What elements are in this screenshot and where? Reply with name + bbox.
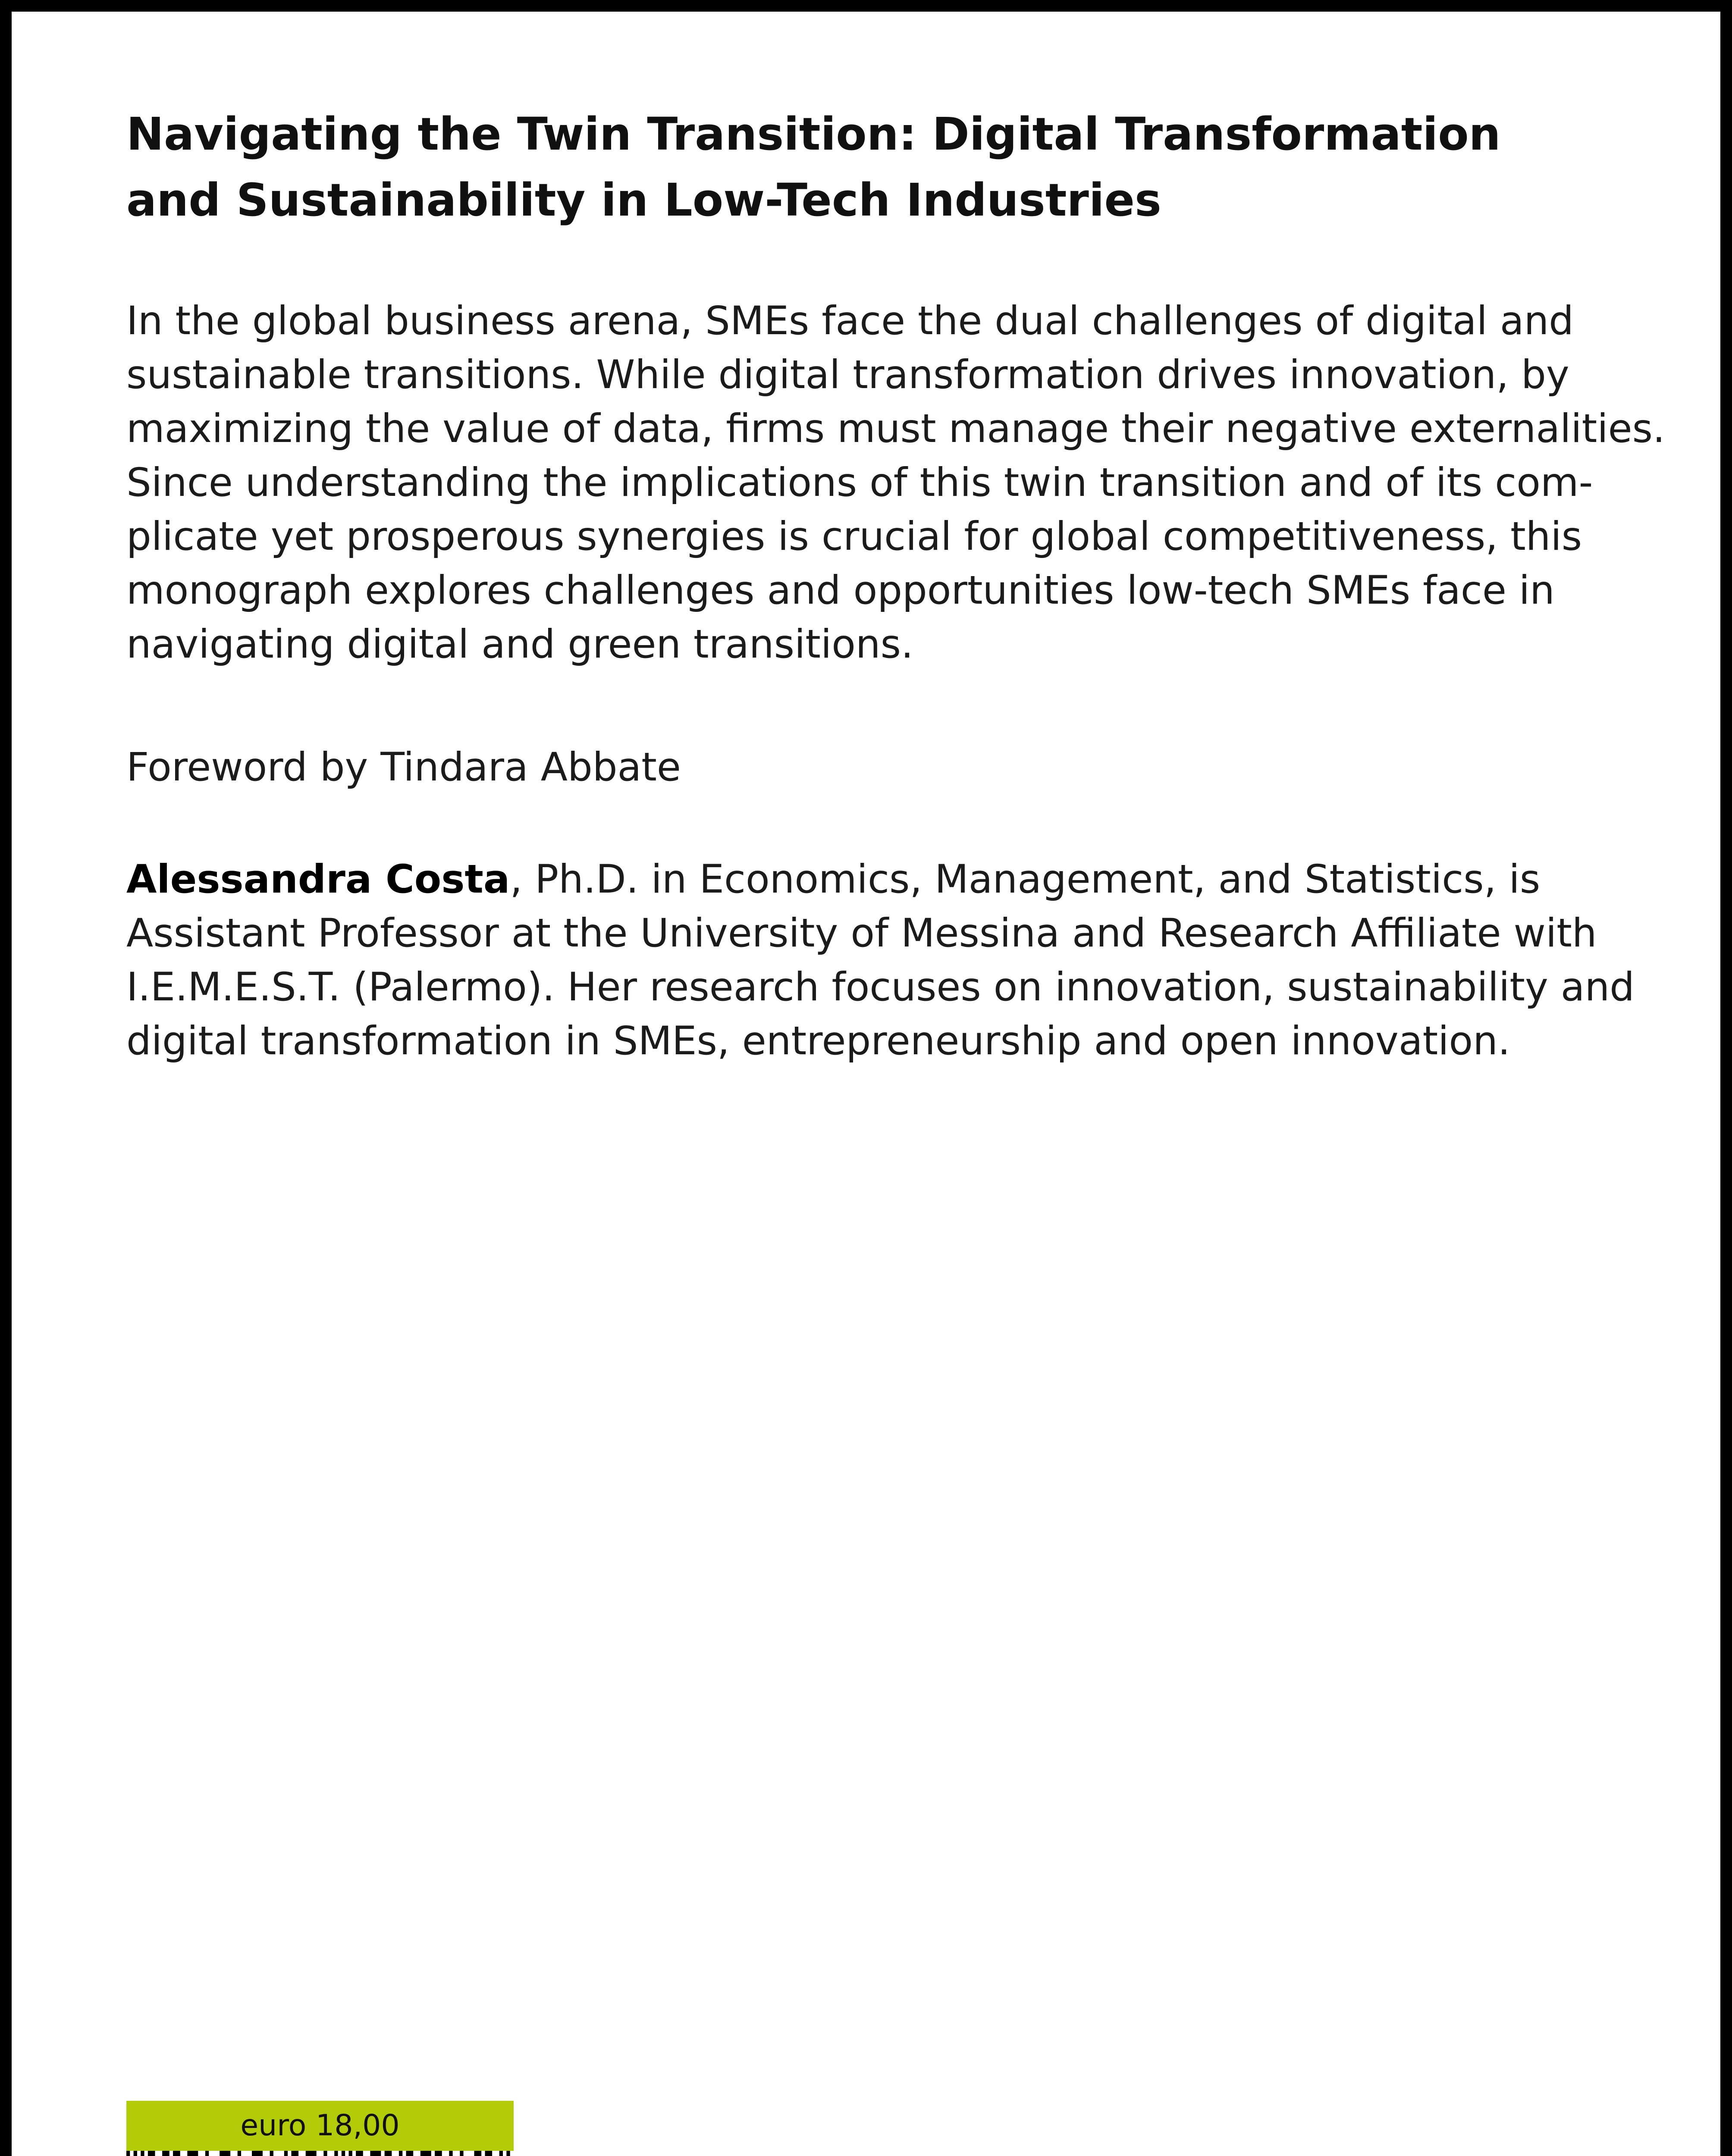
barcode-bar (141, 2151, 144, 2156)
barcode-bar (162, 2151, 169, 2156)
barcode-bar (356, 2151, 363, 2156)
barcode-bar (238, 2151, 241, 2156)
description-line: Since understanding the implications of this twin transition and of its com- (126, 460, 1593, 505)
barcode-bar (474, 2151, 482, 2156)
barcode-bar (485, 2151, 492, 2156)
author-bio (126, 852, 1635, 1068)
book-description (126, 294, 1665, 671)
foreword-credit: Foreword by Tindara Abbate (126, 745, 681, 790)
barcode-bar (460, 2151, 463, 2156)
barcode-bar (349, 2151, 352, 2156)
author-bio-first-line-rest: , Ph.D. in Economics, Management, and Statistics, is (510, 857, 1541, 902)
book-title-line-2: and Sustainability in Low-Tech Industries (126, 174, 1161, 226)
price-label: euro 18,00 (126, 2101, 514, 2151)
author-bio-line: I.E.M.E.S.T. (Palermo). Her research focuses on innovation, sustainability and (126, 965, 1635, 1010)
barcode-bar (435, 2151, 442, 2156)
barcode-bar (449, 2151, 452, 2156)
barcode (126, 2151, 514, 2156)
author-bio-line-1 (126, 852, 1635, 906)
description-line: monograph explores challenges and opportunities low-tech SMEs face in (126, 568, 1555, 613)
description-line: maximizing the value of data, firms must manage their negative externalities. (126, 406, 1665, 451)
author-name: Alessandra Costa (126, 857, 510, 902)
barcode-bar (291, 2151, 298, 2156)
book-title (126, 101, 1636, 233)
description-line: In the global business arena, SMEs face the dual challenges of digital and (126, 298, 1574, 344)
barcode-bar (187, 2151, 198, 2156)
barcode-bar (134, 2151, 137, 2156)
author-bio-line: digital transformation in SMEs, entrepreneurship and open innovation. (126, 1018, 1510, 1064)
barcode-bar (420, 2151, 431, 2156)
barcode-bar (205, 2151, 209, 2156)
barcode-bar (284, 2151, 288, 2156)
barcode-bar (506, 2151, 510, 2156)
barcode-bar (270, 2151, 273, 2156)
barcode-bar (406, 2151, 414, 2156)
barcode-bar (399, 2151, 402, 2156)
barcode-bar (252, 2151, 263, 2156)
barcode-bar (306, 2151, 317, 2156)
description-line: sustainable transitions. While digital transformation drives innovation, by (126, 352, 1569, 398)
barcode-bar (334, 2151, 338, 2156)
back-cover (12, 12, 1720, 2156)
barcode-bar (499, 2151, 503, 2156)
book-title-line-1: Navigating the Twin Transition: Digital Transformation (126, 108, 1501, 160)
barcode-bar (385, 2151, 392, 2156)
barcode-bar (342, 2151, 345, 2156)
description-line: navigating digital and green transitions. (126, 622, 913, 667)
barcode-bar (370, 2151, 381, 2156)
barcode-bar (323, 2151, 327, 2156)
barcode-bar (126, 2151, 130, 2156)
barcode-bar (220, 2151, 230, 2156)
barcode-bar (148, 2151, 155, 2156)
description-line: plicate yet prosperous synergies is crucial for global competitiveness, this (126, 514, 1582, 559)
barcode-bar (173, 2151, 180, 2156)
author-bio-line: Assistant Professor at the University of Messina and Research Affiliate with (126, 911, 1597, 956)
